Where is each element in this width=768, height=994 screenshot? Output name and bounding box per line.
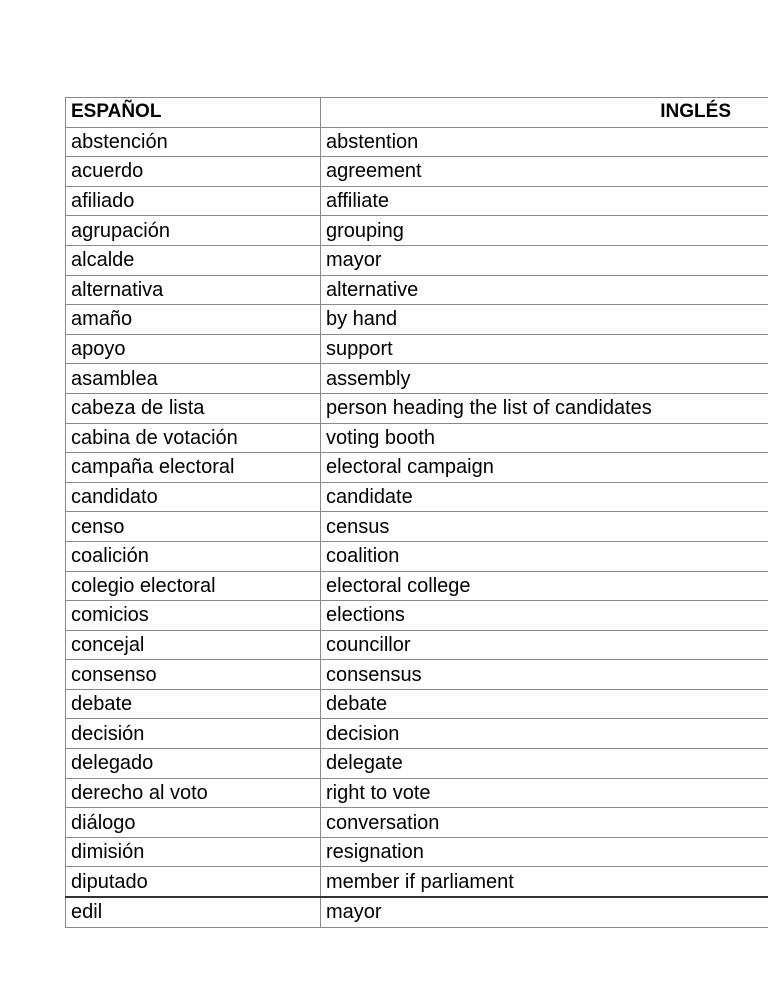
english-term: abstention — [321, 127, 768, 157]
english-term: debate — [321, 689, 768, 719]
spanish-term: consenso — [66, 660, 321, 690]
table-row — [66, 778, 768, 808]
glossary-table — [65, 97, 768, 928]
english-term: councillor — [321, 630, 768, 660]
english-term: conversation — [321, 808, 768, 838]
spanish-term: edil — [66, 897, 321, 927]
spanish-term: dimisión — [66, 837, 321, 867]
table-row — [66, 719, 768, 749]
table-row — [66, 689, 768, 719]
spanish-term: cabeza de lista — [66, 393, 321, 423]
spanish-term: comicios — [66, 601, 321, 631]
english-term: grouping — [321, 216, 768, 246]
spanish-term: decisión — [66, 719, 321, 749]
spanish-term: debate — [66, 689, 321, 719]
table-row — [66, 660, 768, 690]
english-term: candidate — [321, 482, 768, 512]
table-row — [66, 512, 768, 542]
table-row — [66, 157, 768, 187]
table-header-row — [66, 98, 768, 128]
english-term: electoral college — [321, 571, 768, 601]
spanish-term: colegio electoral — [66, 571, 321, 601]
english-term: elections — [321, 601, 768, 631]
table-row — [66, 186, 768, 216]
table-row — [66, 867, 768, 897]
spanish-term: abstención — [66, 127, 321, 157]
spanish-term: diálogo — [66, 808, 321, 838]
spanish-term: asamblea — [66, 364, 321, 394]
spanish-term: concejal — [66, 630, 321, 660]
english-term: person heading the list of candidates — [321, 393, 768, 423]
table-row — [66, 216, 768, 246]
table-row — [66, 334, 768, 364]
spanish-term: agrupación — [66, 216, 321, 246]
spanish-term: candidato — [66, 482, 321, 512]
english-term: census — [321, 512, 768, 542]
spanish-term: acuerdo — [66, 157, 321, 187]
english-term: support — [321, 334, 768, 364]
english-term: member if parliament — [321, 867, 768, 897]
spanish-term: delegado — [66, 749, 321, 779]
english-term: affiliate — [321, 186, 768, 216]
english-term: alternative — [321, 275, 768, 305]
spanish-term: afiliado — [66, 186, 321, 216]
table-row — [66, 364, 768, 394]
table-row — [66, 897, 768, 927]
english-term: assembly — [321, 364, 768, 394]
english-term: decision — [321, 719, 768, 749]
english-term: agreement — [321, 157, 768, 187]
spanish-term: derecho al voto — [66, 778, 321, 808]
spanish-term: apoyo — [66, 334, 321, 364]
spanish-term: campaña electoral — [66, 453, 321, 483]
table-row — [66, 393, 768, 423]
english-term: coalition — [321, 541, 768, 571]
table-row — [66, 245, 768, 275]
table-row — [66, 837, 768, 867]
english-term: electoral campaign — [321, 453, 768, 483]
english-term: right to vote — [321, 778, 768, 808]
english-term: mayor — [321, 245, 768, 275]
spanish-term: alternativa — [66, 275, 321, 305]
spanish-term: coalición — [66, 541, 321, 571]
spanish-term: censo — [66, 512, 321, 542]
table-row — [66, 808, 768, 838]
english-term: by hand — [321, 305, 768, 335]
table-row — [66, 749, 768, 779]
table-body — [66, 127, 768, 927]
table-row — [66, 275, 768, 305]
header-english: INGLÉS — [321, 98, 768, 128]
table-row — [66, 423, 768, 453]
table-row — [66, 482, 768, 512]
english-term: mayor — [321, 897, 768, 927]
table-row — [66, 305, 768, 335]
english-term: voting booth — [321, 423, 768, 453]
table-row — [66, 453, 768, 483]
table-row — [66, 571, 768, 601]
english-term: resignation — [321, 837, 768, 867]
english-term: delegate — [321, 749, 768, 779]
table-row — [66, 630, 768, 660]
table-row — [66, 601, 768, 631]
table-row — [66, 541, 768, 571]
spanish-term: cabina de votación — [66, 423, 321, 453]
english-term: consensus — [321, 660, 768, 690]
spanish-term: diputado — [66, 867, 321, 897]
table-row — [66, 127, 768, 157]
header-spanish: ESPAÑOL — [66, 98, 321, 128]
spanish-term: amaño — [66, 305, 321, 335]
spanish-term: alcalde — [66, 245, 321, 275]
